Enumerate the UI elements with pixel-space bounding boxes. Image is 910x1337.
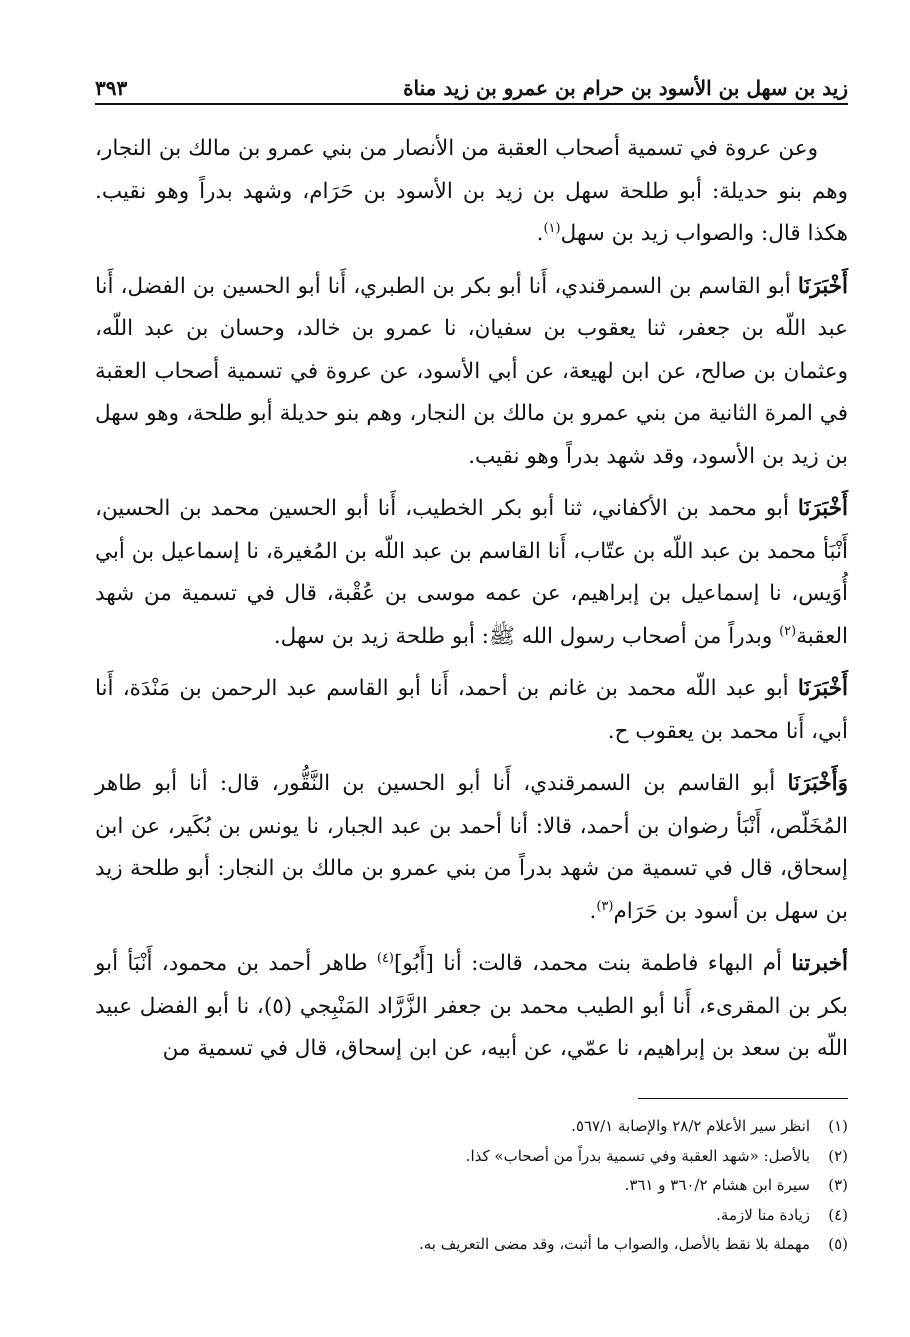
page-number: ٣٩٣ bbox=[95, 76, 128, 100]
main-text bbox=[95, 128, 848, 1081]
footnote-marker: (٢) bbox=[779, 623, 797, 639]
page-header bbox=[95, 62, 848, 100]
footnote-text: زيادة منا لازمة. bbox=[716, 1205, 810, 1224]
paragraph bbox=[95, 943, 848, 1071]
paragraph-lead: وَأَخْبَرَنَا bbox=[787, 771, 848, 796]
paragraph-tail: . bbox=[536, 221, 544, 246]
paragraph-tail: طاهر أحمد بن محمود، أَنْبَأ أبو بكر بن المقرىء، أَنا أبو الطيب محمد بن جعفر الزَّرَّاد المَنْبِجي (٥)، نا أبو الفضل عبيد اللّه بن سعد بن إبراهيم، نا عمّي، عن أبيه، عن ابن إسحاق، قال في تسمية من bbox=[95, 951, 848, 1061]
footnote-number: (٥) bbox=[828, 1235, 848, 1253]
footnote-number: (١) bbox=[828, 1117, 848, 1135]
paragraph bbox=[95, 266, 848, 479]
paragraph-lead: أخبرتنا bbox=[791, 951, 848, 976]
footnote-number: (٣) bbox=[828, 1176, 848, 1194]
footnote-number: (٢) bbox=[828, 1146, 848, 1165]
footnote bbox=[95, 1201, 848, 1231]
footnote-text: بالأصل: «شهد العقبة وفي تسمية بدراً من أصحاب» كذا. bbox=[465, 1146, 810, 1165]
paragraph-text: وعن عروة في تسمية أصحاب العقبة من الأنصار من بني عمرو بن مالك بن النجار، وهم بنو حديلة: أبو طلحة سهل بن زيد بن الأسود بن حَرَام، وشهد بدراً وهو نقيب. هكذا قال: والصواب زيد بن سهل bbox=[95, 136, 848, 246]
paragraph-lead: أَخْبَرَنَا bbox=[797, 273, 848, 299]
running-title: زيد بن سهل بن الأسود بن حرام بن عمرو بن زيد مناة bbox=[403, 76, 848, 100]
paragraph-text: أبو محمد بن الأكفاني، ثنا أبو بكر الخطيب، أَنا أبو الحسين محمد بن الحسين، أَنْبَأ محمد بن عبد اللّه بن عتّاب، أَنا القاسم بن عبد اللّه بن المُغيرة، نا إسماعيل بن أبي أُوَيس، نا إسماعيل بن إبراهيم، عن عمه موسى بن عُقْبة، قال في تسمية من شهد العقبة bbox=[95, 496, 848, 649]
paragraph-text: أم البهاء فاطمة بنت محمد، قالت: أنا [أَبُو] bbox=[394, 951, 792, 976]
footnote-text: مهملة بلا نقط بالأصل، والصواب ما أثبت، وقد مضى التعريف به. bbox=[418, 1235, 810, 1253]
paragraph-text: أبو عبد اللّه محمد بن غانم بن أحمد، أَنا أبو القاسم عبد الرحمن بن مَنْدَة، أَنا أبي، أَنا محمد بن يعقوب ح. bbox=[95, 676, 848, 744]
footnotes bbox=[95, 1112, 848, 1260]
paragraph-text: أبو القاسم بن السمرقندي، أَنا أبو بكر بن الطبري، أَنا أبو الحسين بن الفضل، أَنا عبد اللّه بن جعفر، ثنا يعقوب بن سفيان، نا عمرو بن خالد، وحسان بن عبد اللّه، وعثمان بن صالح، عن ابن لهيعة، عن أبي الأسود، عن عروة في تسمية أصحاب العقبة في المرة الثانية من بني عمرو بن مالك بن النجار، وهم بنو حديلة أبو طلحة، وهو سهل بن زيد بن الأسود، وقد شهد بدراً وهو نقيب. bbox=[95, 273, 848, 469]
footnote-text: سيرة ابن هشام ٣٦٠/٢ و ٣٦١. bbox=[624, 1176, 810, 1194]
footnote-marker: (٣) bbox=[596, 898, 614, 914]
footnote-number: (٤) bbox=[828, 1205, 848, 1224]
paragraph bbox=[95, 763, 848, 933]
paragraph bbox=[95, 488, 848, 658]
footnote bbox=[95, 1230, 848, 1260]
paragraph-tail: وبدراً من أصحاب رسول الله ﷺ: أبو طلحة زيد بن سهل. bbox=[273, 623, 780, 649]
footnote-rule bbox=[638, 1098, 848, 1099]
paragraph bbox=[95, 668, 848, 753]
paragraph bbox=[95, 128, 848, 256]
footnote bbox=[95, 1112, 848, 1142]
footnote-text: انظر سير الأعلام ٢٨/٢ والإصابة ٥٦٧/١. bbox=[571, 1117, 810, 1135]
paragraph-lead: أَخْبَرَنَا bbox=[797, 496, 848, 521]
header-rule bbox=[95, 103, 848, 105]
footnote-marker: (١) bbox=[543, 220, 561, 236]
footnote-marker: (٤) bbox=[376, 950, 394, 966]
paragraph-text: أبو القاسم بن السمرقندي، أَنا أبو الحسين بن النَّقُّور، قال: أنا أبو طاهر المُخَلّص، أَنْبَأ رضوان بن أحمد، قالا: أنا أحمد بن عبد الجبار، نا يونس بن بُكَير، عن ابن إسحاق، قال في تسمية من شهد بدراً من بني عمرو بن مالك بن النجار: أبو طلحة زيد بن سهل بن أسود بن حَرَام bbox=[95, 771, 848, 924]
footnote bbox=[95, 1142, 848, 1172]
footnote bbox=[95, 1171, 848, 1201]
paragraph-tail: . bbox=[589, 898, 597, 924]
paragraph-lead: أَخْبَرَنَا bbox=[797, 676, 848, 701]
